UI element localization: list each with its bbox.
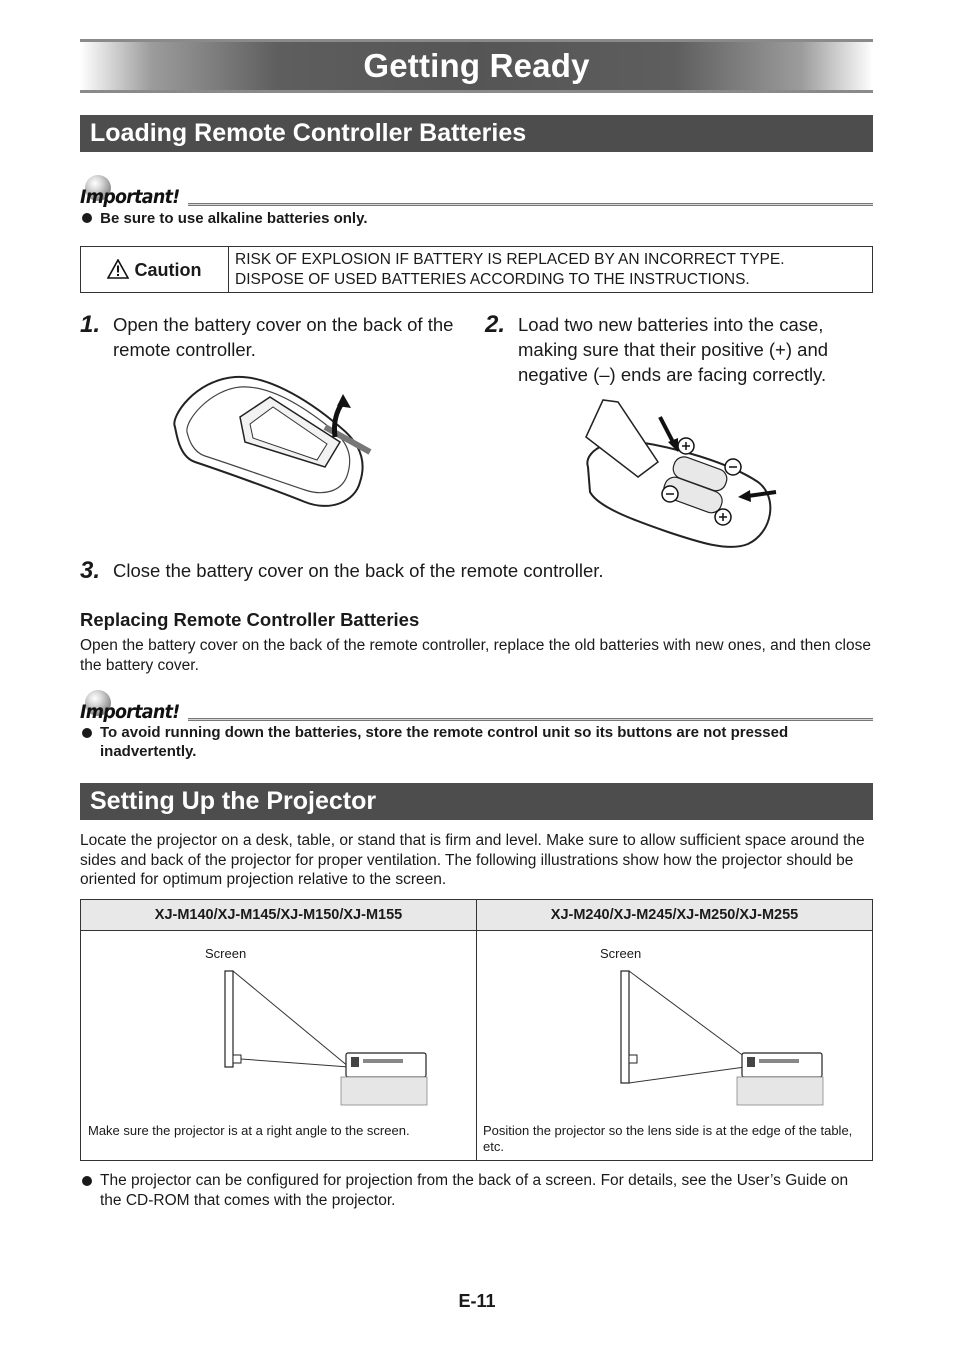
step-1-text: Open the battery cover on the back of the remote controller. <box>113 314 454 360</box>
bullet-icon <box>82 213 92 223</box>
caution-cell <box>81 247 229 293</box>
caption-col2: Position the projector so the lens side is at the edge of the table, etc. <box>483 1123 853 1154</box>
bullet-icon <box>82 728 92 738</box>
important-note-2 <box>82 723 873 761</box>
screen-label-2: Screen <box>600 946 642 961</box>
section-heading-setup: Setting Up the Projector <box>80 783 873 820</box>
remote-load-batteries-illustration <box>578 392 778 552</box>
step-2-text: Load two new batteries into the case, making sure that their positive (+) and negative (–) ends are facing correctly. <box>518 314 829 385</box>
rear-projection-note <box>82 1171 873 1210</box>
caption-col1: Make sure the projector is at a right angle to the screen. <box>88 1123 410 1138</box>
warning-icon <box>107 259 129 279</box>
replacing-heading: Replacing Remote Controller Batteries <box>80 609 420 630</box>
important-rule <box>188 203 873 206</box>
bullet-icon <box>82 1176 92 1186</box>
step-3-number: 3. <box>80 557 101 584</box>
step-3-text: Close the battery cover on the back of the remote controller. <box>113 560 604 581</box>
important-callout <box>80 175 873 211</box>
caution-text-cell <box>229 247 873 293</box>
table-cell-col1 <box>81 931 477 1161</box>
page-number: E-11 <box>458 1291 496 1311</box>
step-1-number: 1. <box>80 311 101 338</box>
setup-intro: Locate the projector on a desk, table, or stand that is firm and level. Make sure to allow sufficient space around the sides and back of the projector for proper ventilation. The following illustrations show how the projector should be oriented for optimum projection relative to the screen. <box>80 832 865 888</box>
important-rule-2 <box>188 718 873 721</box>
caution-label: Caution <box>134 259 202 280</box>
projector-right-angle-diagram <box>221 967 431 1107</box>
screen-label-1: Screen <box>205 946 247 961</box>
important-callout-2 <box>80 690 873 726</box>
important-note <box>82 209 368 228</box>
table-header-col1: XJ-M140/XJ-M145/XJ-M150/XJ-M155 <box>81 900 477 931</box>
projector-edge-table-diagram <box>617 967 827 1107</box>
replacing-text: Open the battery cover on the back of the remote controller, replace the old batteries with new ones, and then close the battery cover. <box>80 637 871 674</box>
caution-line-1: RISK OF EXPLOSION IF BATTERY IS REPLACED BY AN INCORRECT TYPE. <box>235 250 785 268</box>
important-label: Important! <box>80 186 180 208</box>
important-note-text: Be sure to use alkaline batteries only. <box>100 210 368 227</box>
important-note-2-text: To avoid running down the batteries, store the remote control unit so its buttons are not pressed inadvertently. <box>100 724 789 760</box>
rear-projection-note-text: The projector can be configured for projection from the back of a screen. For details, see the User’s Guide on the CD-ROM that comes with the projector. <box>100 1172 849 1209</box>
section-heading-batteries: Loading Remote Controller Batteries <box>80 115 873 152</box>
step-2-number: 2. <box>485 311 506 338</box>
caution-line-2: DISPOSE OF USED BATTERIES ACCORDING TO THE INSTRUCTIONS. <box>235 270 750 288</box>
table-cell-col2 <box>477 931 873 1161</box>
page-title: Getting Ready <box>363 47 590 84</box>
table-header-col2: XJ-M240/XJ-M245/XJ-M250/XJ-M255 <box>477 900 873 931</box>
caution-table <box>80 246 873 293</box>
remote-open-cover-illustration <box>165 372 385 522</box>
projector-setup-table <box>80 899 873 1161</box>
page-title-banner <box>80 39 873 93</box>
important-label-2: Important! <box>80 701 180 723</box>
